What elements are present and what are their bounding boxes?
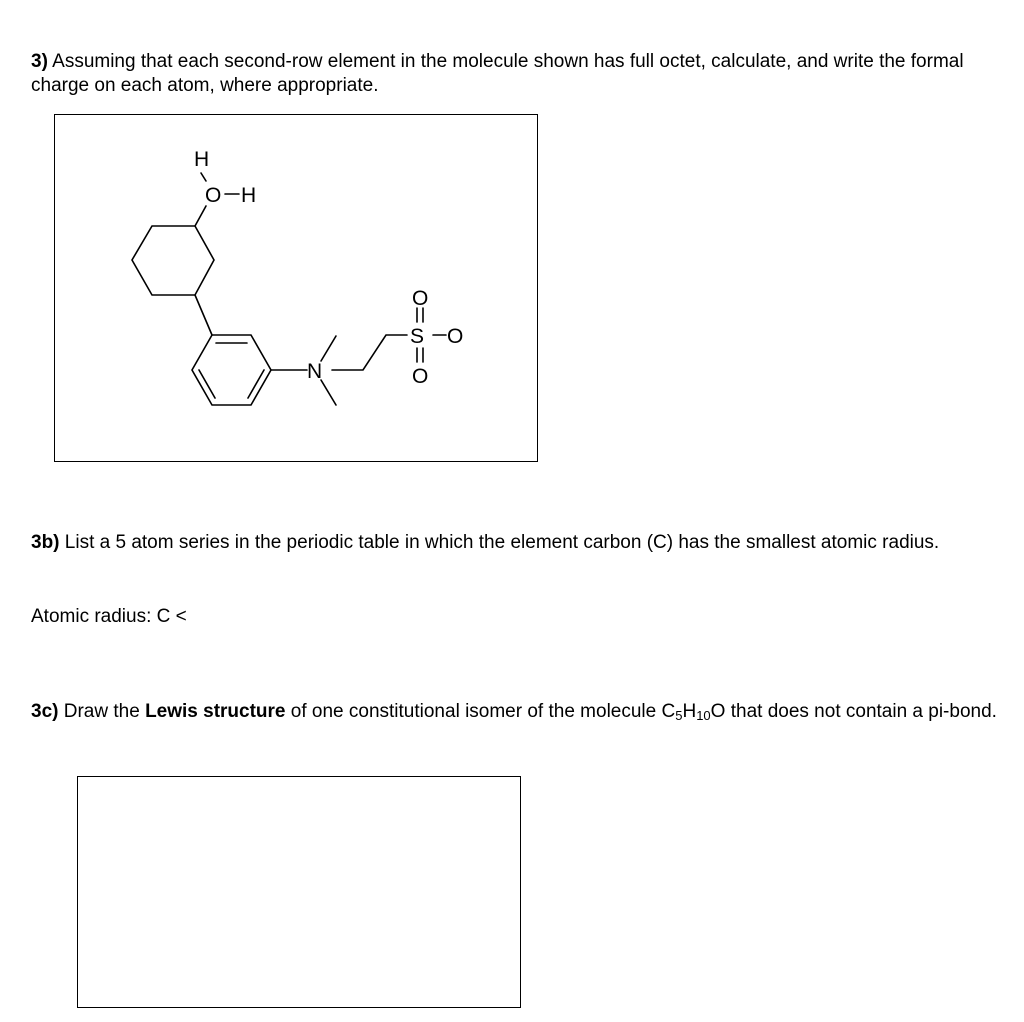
bond-cyclohexane-benzene [195,295,212,335]
question-3 [31,50,1006,98]
atom-o-hydroxyl: O [205,184,222,207]
atom-h-hydroxyl: H [241,184,257,207]
question-3b-text: List a 5 atom series in the periodic table in which the element carbon (C) has the smallest atomic radius. [64,532,940,553]
atom-o-lower: O [412,365,429,388]
atom-sulfur: S [410,325,425,348]
question-3b-number: 3b) [31,532,60,553]
bond-c-o [195,206,206,226]
molecule-figure [54,114,538,462]
question-3b [31,531,1006,555]
question-3c [31,700,1006,724]
benzene-double-bond [199,370,215,398]
benzene-ring [192,335,271,405]
cyclohexane-ring [132,226,214,295]
bond-n-chain-s [332,335,407,370]
atom-h-top: H [194,148,210,171]
question-3-text: Assuming that each second-row element in the molecule shown has full octet, calculate, and write the formal charge on each atom, where appropriate. [31,51,964,96]
bond-h-o [201,173,206,181]
question-3c-text-before: Draw the [63,701,140,722]
molecule-structure [55,115,539,463]
bond-n-methyl-down [321,380,336,405]
question-3c-bold-phrase: Lewis structure [145,701,286,722]
bond-n-methyl-up [321,336,336,361]
atom-o-upper: O [412,287,429,310]
question-3c-text-after: that does not contain a pi-bond. [730,701,997,722]
molecular-formula: $C_5H_{10}O$ [661,701,726,723]
question-3c-number: 3c) [31,701,59,722]
question-3c-text-middle: of one constitutional isomer of the molecule [290,701,657,722]
benzene-double-bond [248,370,264,398]
question-3-number: 3) [31,51,48,72]
answer-drawing-box[interactable] [77,776,521,1008]
atom-nitrogen: N [307,360,323,383]
atomic-radius-prompt: Atomic radius: C < [31,606,187,627]
atom-o-right: O [447,325,464,348]
